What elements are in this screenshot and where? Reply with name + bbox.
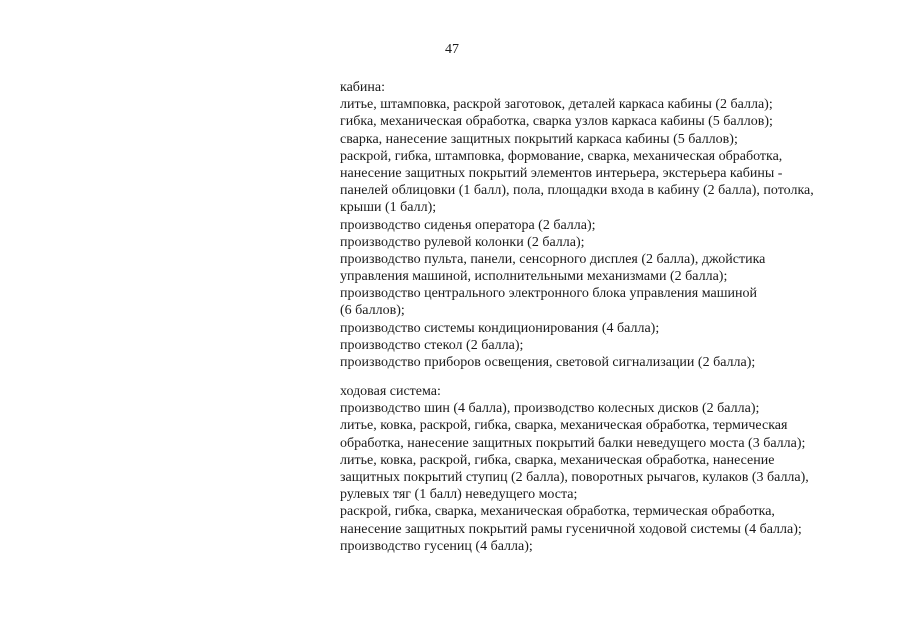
section-chassis [340, 383, 880, 555]
text-line: панелей облицовки (1 балл), пола, площадки входа в кабину (2 балла), потолка, [340, 183, 814, 199]
text-line: крыши (1 балл); [340, 200, 437, 216]
text-line: производство приборов освещения, световой сигнализации (2 балла); [340, 355, 756, 370]
text-line: рулевых тяг (1 балл) неведущего моста; [340, 487, 578, 503]
section-heading-chassis: ходовая система: [340, 384, 441, 399]
section-cabin [340, 79, 880, 371]
text-line: литье, ковка, раскрой, гибка, сварка, механическая обработка, нанесение [340, 452, 775, 468]
text-line: нанесение защитных покрытий рамы гусеничной ходовой системы (4 балла); [340, 521, 802, 537]
text-line: нанесение защитных покрытий элементов интерьера, экстерьера кабины - [340, 165, 783, 181]
text-line: производство рулевой колонки (2 балла); [340, 234, 585, 250]
text-line: управления машиной, исполнительными механизмами (2 балла); [340, 269, 728, 285]
text-line: производство гусениц (4 балла); [340, 538, 533, 554]
text-line: защитных покрытий ступиц (2 балла), поворотных рычагов, кулаков (3 балла), [340, 469, 809, 485]
text-line: производство центрального электронного блока управления машиной [340, 286, 757, 302]
text-line: раскрой, гибка, штамповка, формование, сварка, механическая обработка, [340, 148, 783, 164]
text-line: производство пульта, панели, сенсорного дисплея (2 балла), джойстика [340, 251, 766, 267]
text-line: (6 баллов); [340, 303, 405, 319]
text-line: производство сиденья оператора (2 балла); [340, 217, 596, 233]
text-line: литье, ковка, раскрой, гибка, сварка, механическая обработка, термическая [340, 418, 788, 434]
page-number: 47 [445, 42, 459, 57]
text-line: гибка, механическая обработка, сварка узлов каркаса кабины (5 баллов); [340, 114, 773, 130]
text-line: производство стекол (2 балла); [340, 337, 524, 353]
section-heading-cabin: кабина: [340, 80, 386, 95]
text-line: литье, штамповка, раскрой заготовок, деталей каркаса кабины (2 балла); [340, 97, 773, 113]
text-line: производство шин (4 балла), производство колесных дисков (2 балла); [340, 401, 760, 417]
text-line: производство системы кондиционирования (4 балла); [340, 320, 660, 336]
text-line: обработка, нанесение защитных покрытий балки неведущего моста (3 балла); [340, 435, 806, 451]
text-line: раскрой, гибка, сварка, механическая обработка, термическая обработка, [340, 504, 775, 520]
text-line: сварка, нанесение защитных покрытий каркаса кабины (5 баллов); [340, 131, 738, 147]
